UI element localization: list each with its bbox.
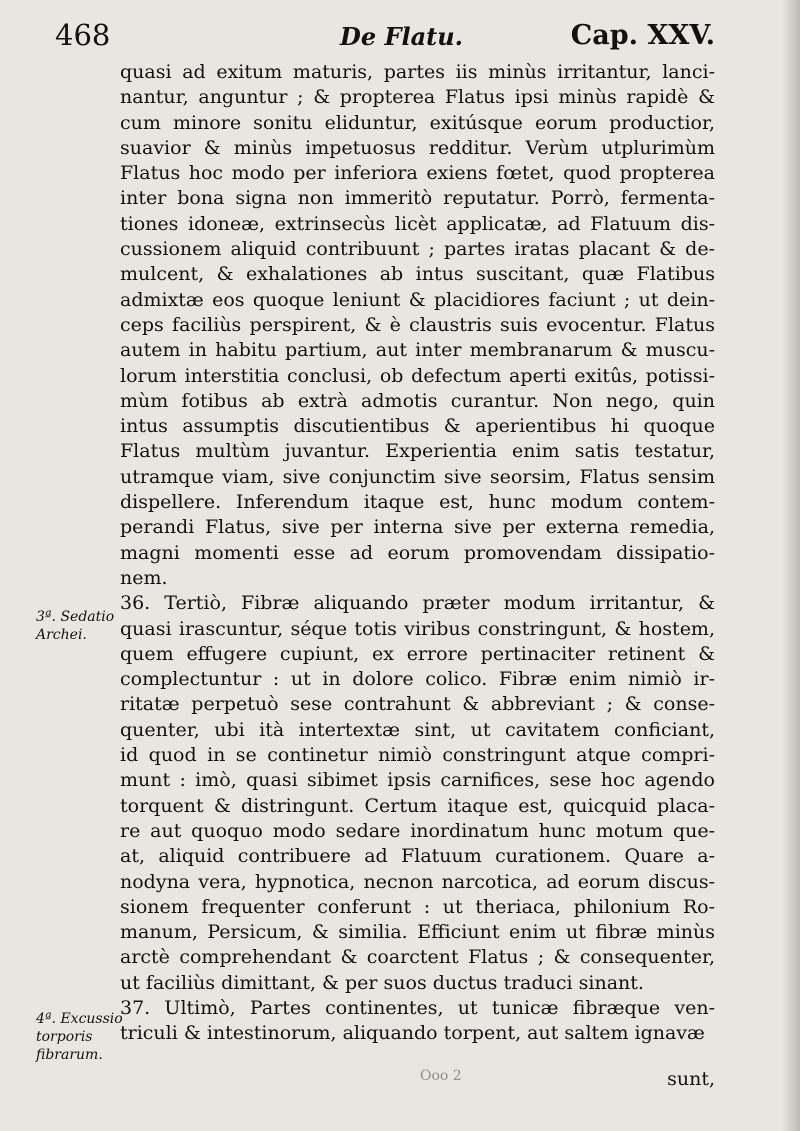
text-line: triculi & intestinorum, aliquando torpent, aut saltem ignavæ	[120, 1022, 705, 1045]
text-line: intus assumptis discutientibus & aperientibus hi quoque	[120, 415, 715, 438]
text-line: inter bona signa non immeritò reputatur. Porrò, fermenta-	[120, 187, 715, 210]
text-line: dispellere. Inferendum itaque est, hunc modum contem-	[120, 491, 715, 514]
page-number: 468	[55, 18, 111, 52]
text-line: mùm fotibus ab extrà admotis curantur. Non nego, quin	[120, 389, 715, 412]
text-line: autem in habitu partium, aut inter membranarum & muscu-	[120, 339, 715, 362]
text-line: manum, Persicum, & similia. Efficiunt enim ut fibræ minùs	[120, 921, 715, 944]
text-line: 36. Tertiò, Fibræ aliquando præter modum irritantur, &	[120, 592, 715, 615]
text-line: quem effugere cupiunt, ex errore pertinaciter retinent &	[120, 642, 715, 665]
margin-note-sedatio: 3ª. Sedatio Archei.	[36, 609, 115, 643]
text-line: magni momenti esse ad eorum promovendam dissipatio-	[120, 541, 715, 564]
chapter-label: Cap. XXV.	[570, 20, 715, 51]
text-line: utramque viam, sive conjunctim sive seorsim, Flatus sensim	[120, 465, 715, 488]
text-line: nodyna vera, hypnotica, necnon narcotica, ad eorum discus-	[120, 870, 715, 893]
text-line: 37. Ultimò, Partes continentes, ut tunicæ fibræque ven-	[120, 996, 715, 1019]
text-line: cum minore sonitu eliduntur, exitúsque eorum productior,	[120, 111, 715, 134]
margin-note-excussio: 4ª. Excussio torporis fibrarum.	[36, 1011, 123, 1063]
text-line: admixtæ eos quoque leniunt & placidiores faciunt ; ut dein-	[120, 288, 715, 311]
text-line: quasi irascuntur, séque totis viribus constringunt, & hostem,	[120, 617, 715, 640]
page-header	[55, 18, 715, 58]
text-line: lorum interstitia conclusi, ob defectum aperti exitûs, potissi-	[120, 364, 715, 387]
text-line: perandi Flatus, sive per interna sive per externa remedia,	[120, 516, 715, 539]
text-line: nantur, anguntur ; & propterea Flatus ipsi minùs rapidè &	[120, 86, 715, 109]
text-line: Flatus multùm juvantur. Experientia enim satis testatur,	[120, 440, 715, 463]
text-line: arctè comprehendant & coarctent Flatus ; & consequenter,	[120, 946, 715, 969]
text-line: suavior & minùs impetuosus redditur. Verùm utplurimùm	[120, 136, 715, 159]
signature-mark: Ooo 2	[420, 1068, 462, 1084]
text-line: quasi ad exitum maturis, partes iis minùs irritantur, lanci-	[120, 61, 715, 83]
text-line: quenter, ubi ità intertextæ sint, ut cavitatem conficiant,	[120, 718, 715, 741]
text-line: mulcent, & exhalationes ab intus suscitant, quæ Flatibus	[120, 263, 715, 286]
running-head: De Flatu.	[340, 22, 464, 51]
page-edge-shadow	[782, 0, 800, 1131]
text-line: Flatus hoc modo per inferiora exiens fœtet, quod propterea	[120, 162, 715, 185]
text-line: torquent & distringunt. Certum itaque est, quicquid placa-	[120, 794, 715, 817]
text-line: munt : imò, quasi sibimet ipsis carnifices, sese hoc agendo	[120, 769, 715, 792]
page-footer	[120, 1068, 715, 1108]
text-line: complectuntur : ut in dolore colico. Fibræ enim nimiò ir-	[120, 668, 715, 691]
text-line: ceps faciliùs perspirent, & è claustris suis evocentur. Flatus	[120, 313, 715, 336]
catchword: sunt,	[667, 1068, 715, 1090]
body-text	[120, 60, 715, 1047]
text-line: at, aliquid contribuere ad Flatuum curationem. Quare a-	[120, 845, 715, 868]
text-line: id quod in se continetur nimiò constringunt atque compri-	[120, 744, 715, 767]
text-line: ritatæ perpetuò sese contrahunt & abbreviant ; & conse-	[120, 693, 715, 716]
text-line: cussionem aliquid contribuunt ; partes iratas placant & de-	[120, 238, 715, 261]
text-line: ut faciliùs dimittant, & per suos ductus traduci sinant.	[120, 971, 644, 994]
text-line: nem.	[120, 566, 168, 589]
text-line: tiones idoneæ, extrinsecùs licèt applicatæ, ad Flatuum dis-	[120, 212, 715, 235]
text-line: re aut quoquo modo sedare inordinatum hunc motum que-	[120, 819, 715, 842]
text-line: sionem frequenter conferunt : ut theriaca, philonium Ro-	[120, 895, 715, 918]
